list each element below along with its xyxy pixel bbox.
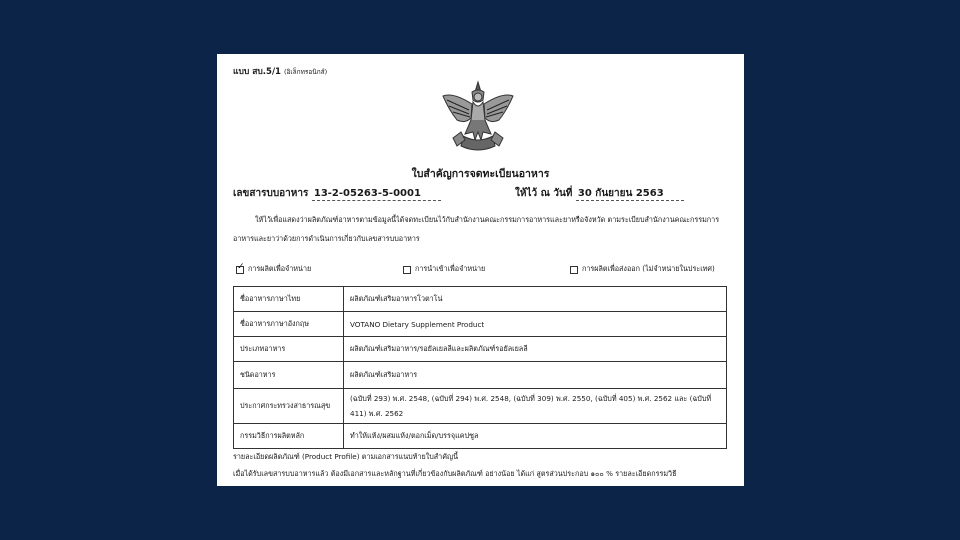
certificate-document (217, 54, 744, 486)
table-row (234, 424, 727, 449)
registration-number (233, 186, 441, 201)
row-value: VOTANO Dietary Supplement Product (344, 312, 727, 337)
issue-date-label: ให้ไว้ ณ วันที่ (515, 188, 573, 199)
checkbox-production-for-export (570, 264, 715, 275)
checkbox-import-for-sale (403, 264, 485, 275)
row-value: ทำให้แห้ง/ผสมแห้ง/ตอกเม็ด/บรรจุแคปซูล (344, 424, 727, 449)
issue-date-value: 30 กันยายน 2563 (576, 188, 684, 201)
checkbox-label: การนำเข้าเพื่อจำหน่าย (415, 264, 486, 273)
form-code-note: (อิเล็กทรอนิกส์) (283, 68, 328, 76)
checkbox-label: การผลิตเพื่อจำหน่าย (248, 264, 312, 273)
form-code-text: แบบ สบ.5/1 (233, 67, 281, 77)
table-row (234, 362, 727, 389)
row-label: ประกาศกระทรวงสาธารณสุข (234, 389, 344, 424)
checkbox-label: การผลิตเพื่อส่งออก (ไม่จำหน่ายในประเทศ) (582, 264, 715, 273)
registration-label: เลขสารบบอาหาร (233, 188, 309, 199)
checkbox-icon (570, 266, 578, 274)
row-value: ผลิตภัณฑ์เสริมอาหาร (344, 362, 727, 389)
row-label: กรรมวิธีการผลิตหลัก (234, 424, 344, 449)
row-label: ชนิดอาหาร (234, 362, 344, 389)
check-mark-icon: ✓ (237, 261, 245, 272)
issue-date (515, 186, 684, 201)
checkbox-production-for-sale (236, 261, 312, 275)
checkbox-icon (403, 266, 411, 274)
row-label: ชื่ออาหารภาษาอังกฤษ (234, 312, 344, 337)
checkbox-icon (236, 261, 245, 274)
intro-paragraph: ให้ไว้เพื่อแสดงว่าผลิตภัณฑ์อาหารตามข้อมูลนี้ได้จดทะเบียนไว้กับสำนักงานคณะกรรมการอาหารและยาหรือจังหวัด ตามระเบียบสำนักงานคณะกรรมการอาหารและยาว่าด้วยการดำเนินการเกี่ยวกับเลขสารบบอาหาร (233, 215, 720, 243)
product-profile-note: รายละเอียดผลิตภัณฑ์ (Product Profile) ตามเอกสารแนบท้ายใบสำคัญนี้ (233, 452, 459, 461)
document-title: ใบสำคัญการจดทะเบียนอาหาร (411, 168, 550, 180)
table-row (234, 312, 727, 337)
row-label: ชื่ออาหารภาษาไทย (234, 287, 344, 312)
product-info-table (233, 286, 727, 449)
conditions-paragraph: เมื่อได้รับเลขสารบบอาหารแล้ว ต้องมีเอกสารและหลักฐานที่เกี่ยวข้องกับผลิตภัณฑ์ อย่างน้อย ได้แก่ สูตรส่วนประกอบ ๑๐๐ % รายละเอียดกรรมวิธี (233, 469, 677, 478)
form-code (233, 64, 327, 78)
row-value: ผลิตภัณฑ์เสริมอาหาร/รอยัลเยลลีและผลิตภัณฑ์รอยัลเยลลี (344, 337, 727, 362)
row-value: (ฉบับที่ 293) พ.ศ. 2548, (ฉบับที่ 294) พ.ศ. 2548, (ฉบับที่ 309) พ.ศ. 2550, (ฉบับที่ 405) พ.ศ. 2562 และ (ฉบับที่ 411) พ.ศ. 2562 (344, 389, 727, 424)
table-row (234, 389, 727, 424)
registration-value: 13-2-05263-5-0001 (312, 188, 441, 201)
row-value: ผลิตภัณฑ์เสริมอาหารโวตาโน่ (344, 287, 727, 312)
table-row (234, 337, 727, 362)
table-row (234, 287, 727, 312)
garuda-emblem-icon (439, 80, 517, 154)
row-label: ประเภทอาหาร (234, 337, 344, 362)
